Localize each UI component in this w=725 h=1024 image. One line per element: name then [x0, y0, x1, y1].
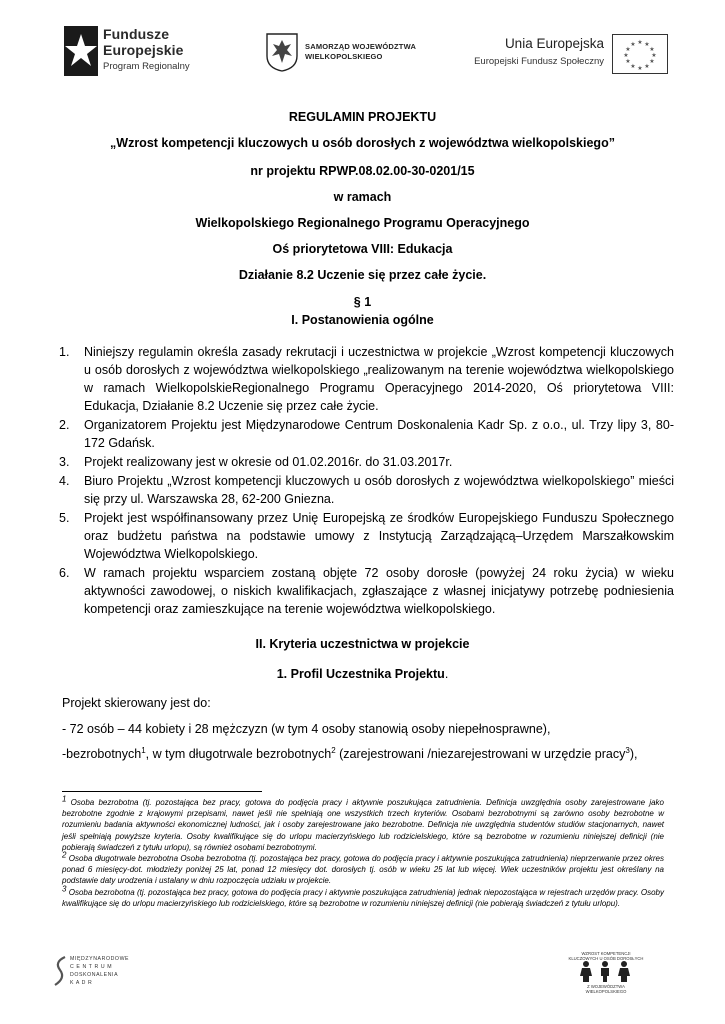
project-logo — [556, 948, 656, 998]
svg-text:★: ★ — [630, 42, 636, 48]
wlkp-logo-line1: SAMORZĄD WOJEWÓDZTWA — [305, 42, 417, 51]
mcdk-logo-line4: K A D R — [70, 980, 93, 986]
list-item: 4. Biuro Projektu „Wzrost kompetencji kluczowych u osób dorosłych z województwa wielkopolskiego” mieści się przy ul. Warszawska 28, 62-200 Gniezna. — [59, 474, 674, 506]
mcdk-logo-line2: C E N T R U M — [70, 964, 113, 970]
program-name: Wielkopolskiego Regionalnego Programu Operacyjnego — [195, 216, 530, 230]
within-label: w ramach — [333, 190, 392, 204]
ue-logo-line2: Europejski Fundusz Społeczny — [474, 56, 604, 67]
section-1-heading: I. Postanowienia ogólne — [291, 313, 434, 327]
svg-text:★: ★ — [649, 59, 655, 65]
fundusze-europejskie-logo — [64, 26, 214, 78]
list-item: 6. W ramach projektu wsparciem zostaną objęte 72 osoby dorosłe (powyżej 24 roku życia) w wieku aktywności zawodowej, o niskich kwalifikacjach, zgłaszające z własnej inicjatywy potrzebę podniesienia kompetencji oraz zamieszkujące na terenie województwa wielkopolskiego. — [59, 566, 674, 616]
list-item: 2. Organizatorem Projektu jest Międzynarodowe Centrum Doskonalenia Kadr Sp. z o.o., ul. Trzy lipy 3, 80-172 Gdańsk. — [59, 418, 674, 450]
svg-text:★: ★ — [637, 40, 643, 46]
footnote-ref-3[interactable]: 3 — [625, 745, 630, 755]
samorzad-wielkopolski-logo — [265, 32, 435, 72]
project-number: nr projektu RPWP.08.02.00-30-0201/15 — [250, 164, 475, 178]
mcdk-logo — [52, 952, 142, 992]
target-group-intro: Projekt skierowany jest do: — [62, 696, 211, 710]
people-figures-icon — [570, 960, 640, 982]
page-header — [0, 0, 725, 95]
svg-text:★: ★ — [625, 47, 631, 53]
fe-star-icon — [64, 26, 98, 76]
swirl-icon — [52, 954, 68, 988]
project-logo-line3: Z WOJEWÓDZTWA — [587, 984, 625, 989]
footnote-divider — [62, 791, 262, 792]
mcdk-logo-line3: DOSKONALENIA — [70, 972, 119, 978]
unia-europejska-logo — [474, 34, 668, 78]
footnote-1: $^1$ Osoba bezrobotna (tj. pozostająca bez pracy, gotowa do podjęcia pracy i aktywnie poszukująca zatrudnienia. Definicja uwzględnia osoby zarejestrowane jako bezrobotne zgodnie z krajowymi przepisami, nawet jeśli nie spełniają one wszystkich trzech kryteriów. Osobami bezrobotnymi są zarówno osoby bezrobotne w rozumieniu badania aktywności ekonomicznej ludności, jak i osoby zarejestrowane jako bezrobotne. Definicja nie uwzględnia studentów studiów stacjonarnych, nawet jeśli spełniają powyższe kryteria. Osoby kwalifikujące się do urlopu macierzyńskiego lub rodzicielskiego, które są bezrobotne w rozumieniu niniejszej definicji (nie pobierają świadczeń z tytułu urlopu), są również osobami bezrobotnymi. — [62, 794, 664, 852]
svg-text:★: ★ — [644, 64, 650, 70]
list-item: 5. Projekt jest współfinansowany przez Unię Europejską ze środków Europejskiego Funduszu Społecznego oraz budżetu państwa na podstawie umowy z Instytucją Zarządzającą–Urzędem Marszałkowskim Województwa Wielkopolskiego. — [59, 511, 674, 561]
svg-text:★: ★ — [651, 53, 657, 59]
mcdk-logo-line1: MIĘDZYNARODOWE — [70, 956, 130, 962]
project-name: „Wzrost kompetencji kluczowych u osób dorosłych z województwa wielkopolskiego” — [110, 136, 615, 150]
general-provisions-list — [59, 343, 674, 619]
list-item: 1. Niniejszy regulamin określa zasady rekrutacji i uczestnictwa w projekcie „Wzrost kompetencji kluczowych u osób dorosłych z województwa wielkopolskiego „realizowanym na terenie województwa wielkopolskiego w ramach WielkopolskieRegionalnego Programu Operacyjnego 2014-2020, Oś priorytetowa VIII: Edukacja, Działanie 8.2 Uczenie się przez całe życie. — [59, 345, 674, 413]
project-logo-line4: WIELKOPOLSKIEGO — [585, 989, 627, 994]
footnote-3: $^3$ Osoba bezrobotna (tj. pozostająca bez pracy, gotowa do podjęcia pracy i aktywnie poszukująca zatrudnienia) jednak niepozostająca w rejestrach urzędów pracy. Osoby kwalifikujące się do urlopu macierzyńskiego lub rodzicielskiego, które są bezrobotne w rozumieniu niniejszej definicji (nie pobierają świadczeń z tytułu urlopu). — [62, 883, 664, 908]
participant-profile-heading: 1. Profil Uczestnika Projektu. — [276, 667, 449, 681]
project-logo-line2: KLUCZOWYCH U OSÓB DOROSŁYCH — [568, 956, 644, 961]
footnote-2: $^2$ Osoba długotrwale bezrobotna Osoba bezrobotna (tj. pozostająca bez pracy, gotowa do podjęcia pracy i aktywnie poszukująca zatrudnienia) nieprzerwanie przez okres ponad 6 miesięcy-dot. młodzieży poniżej 25 lat, ponad 12 miesięcy dot. dorosłych tj. osób w wieku 25 lat lub więcej. Wiek uczestników projektu jest określany na podstawie daty urodzenia i ustalany w dniu rozpoczęcia udziału w projekcie. — [62, 850, 664, 886]
priority-axis: Oś priorytetowa VIII: Edukacja — [272, 242, 453, 256]
section-2-heading: II. Kryteria uczestnictwa w projekcie — [255, 637, 470, 651]
fe-logo-line3: Program Regionalny — [103, 61, 190, 72]
eu-flag-icon — [612, 34, 668, 74]
svg-text:★: ★ — [625, 59, 631, 65]
wlkp-logo-line2: WIELKOPOLSKIEGO — [305, 52, 383, 61]
svg-text:★: ★ — [630, 64, 636, 70]
document-title: REGULAMIN PROJEKTU — [288, 110, 437, 124]
footnotes — [62, 794, 664, 909]
fe-logo-line1: Fundusze — [103, 26, 170, 42]
paragraph-mark: § 1 — [353, 295, 372, 309]
svg-text:★: ★ — [644, 42, 650, 48]
project-logo-line1: WZROST KOMPETENCJI — [581, 951, 631, 956]
svg-text:★: ★ — [623, 53, 629, 59]
ue-logo-line1: Unia Europejska — [504, 36, 604, 51]
eagle-crest-icon — [265, 32, 299, 72]
footnote-ref-1[interactable]: 1 — [141, 745, 146, 755]
list-item: 3. Projekt realizowany jest w okresie od 01.02.2016r. do 31.03.2017r. — [59, 455, 453, 469]
svg-text:★: ★ — [637, 66, 643, 72]
target-group-unemployed: -bezrobotnych$^1$, w tym długotrwale bezrobotnych$^2$ (zarejestrowani /niezarejestrowani w urzędzie pracy$^3$), — [62, 745, 638, 761]
footnote-ref-2[interactable]: 2 — [331, 745, 336, 755]
svg-text:★: ★ — [649, 47, 655, 53]
fe-logo-line2: Europejskie — [103, 42, 184, 58]
target-group-count: - 72 osób – 44 kobiety i 28 mężczyzn (w tym 4 osoby stanowią osoby niepełnosprawne), — [62, 722, 551, 736]
measure-name: Działanie 8.2 Uczenie się przez całe życie. — [238, 268, 487, 282]
